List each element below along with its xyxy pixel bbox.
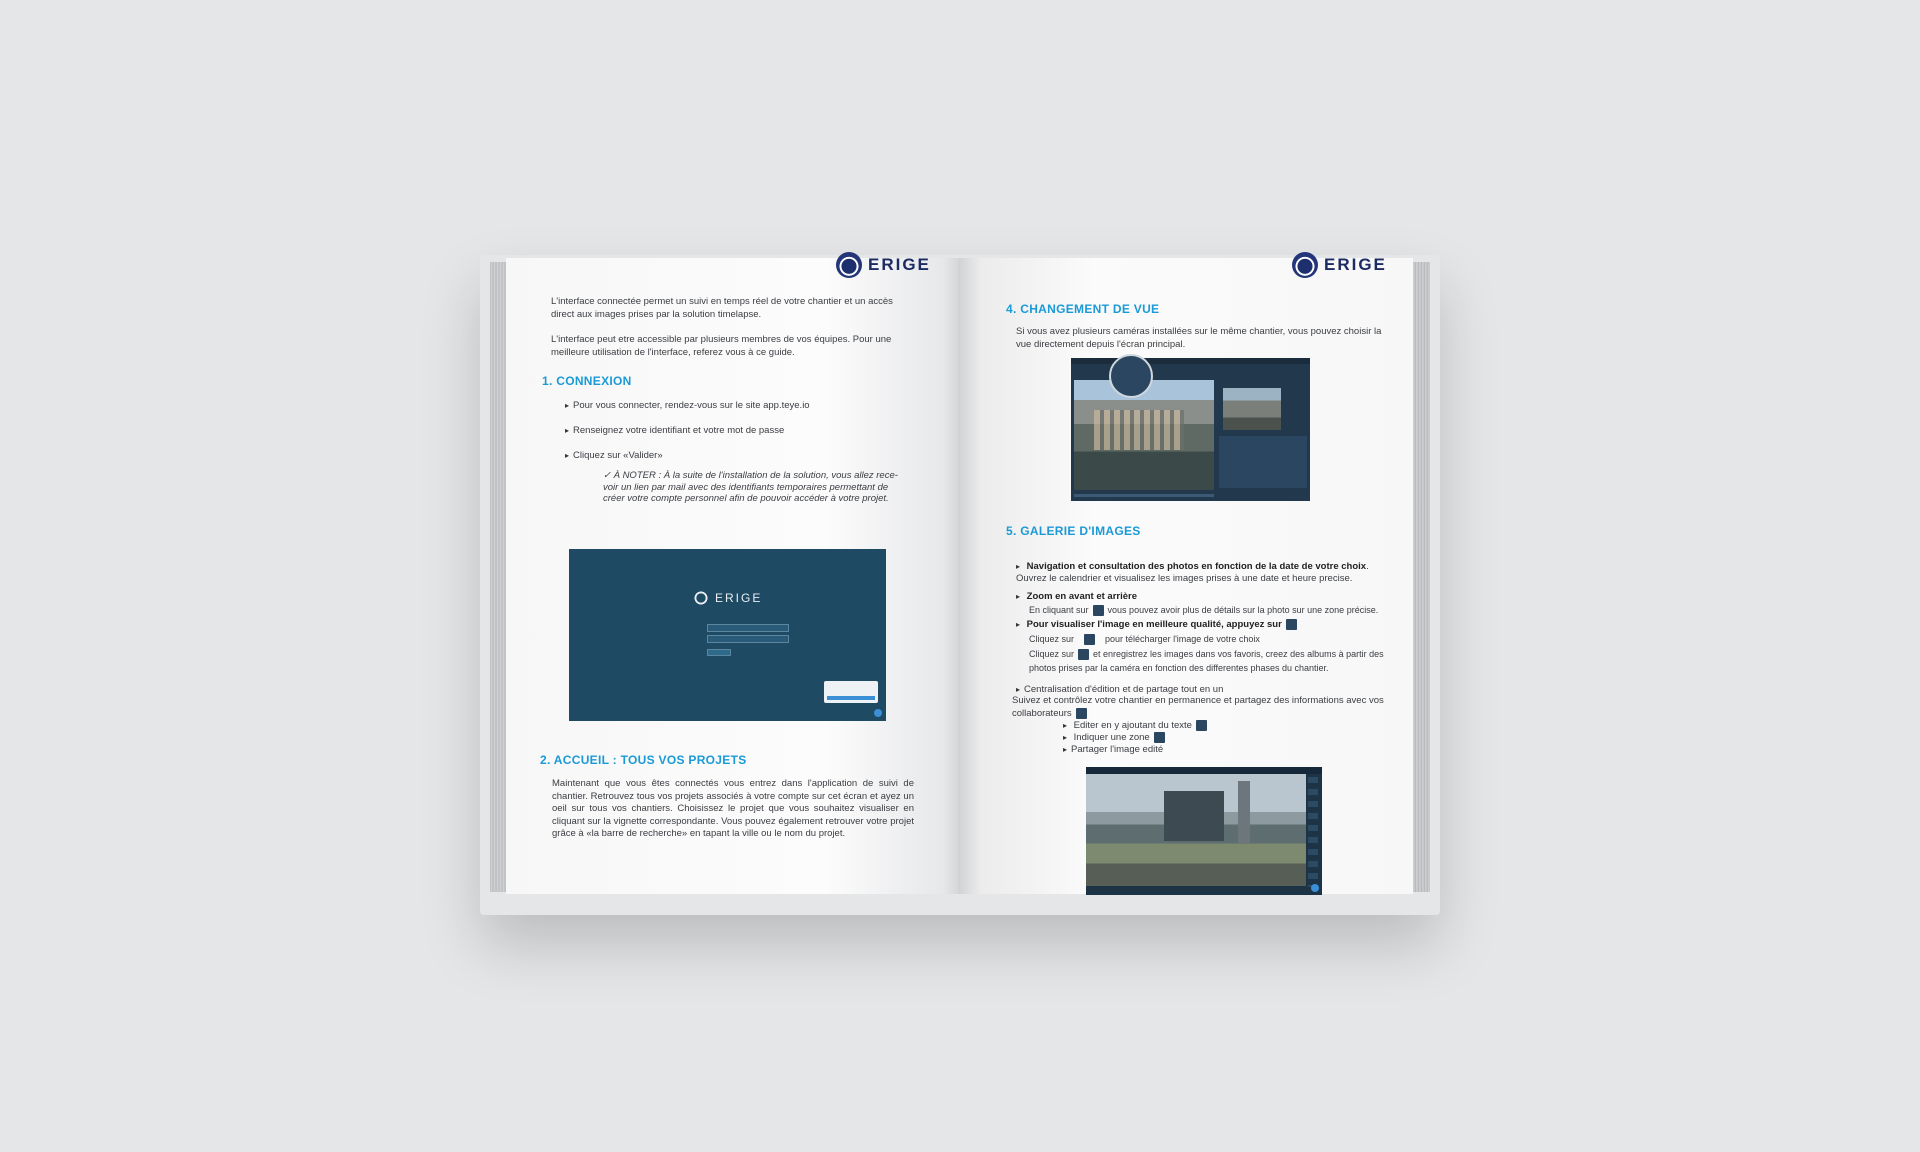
- edit-share-text: Suivez et contrôlez votre chantier en permanence et partagez des informations avec vos collaborateurs: [1012, 695, 1384, 719]
- info-panel: [1219, 436, 1307, 488]
- intro-paragraph-2: L'interface peut etre accessible par plusieurs membres de vos équipes. Pour une meilleure utilisation de l'interface, referez vous à ce guide.: [551, 334, 892, 358]
- brand-name: ERIGE: [868, 255, 931, 274]
- section-title-accueil: 2. ACCUEIL : TOUS VOS PROJETS: [540, 753, 747, 767]
- login-popup-card: [824, 681, 878, 703]
- gallery-screenshot: [1086, 767, 1322, 895]
- brand-logo-left: [836, 252, 931, 278]
- camera-view-secondary: [1223, 388, 1281, 430]
- toolbar-rail: [1308, 777, 1318, 887]
- timeline-bar: [1074, 494, 1214, 497]
- intro-paragraph-1: L'interface connectée permet un suivi en temps réel de votre chantier et un accès direct aux images prises par la solution timelapse.: [551, 296, 893, 320]
- gallery-bullet-quality: ▸ Pour visualiser l'image en meilleure qualité, appuyez sur: [1016, 619, 1301, 631]
- erige-logo-icon: [692, 589, 710, 607]
- page-stack-right: [1412, 262, 1430, 892]
- building-shape: [1164, 791, 1224, 841]
- accueil-paragraph: Maintenant que vous êtes connectés vous entrez dans l'application de suivi de chantier. Retrouvez tous vos projets associés à votre compte sur cet écran et ayez un oeil sur tous vos chantiers. Choisissez le projet que vous souhaitez visualiser en cliquant sur la vignette correspondante. Vous pouvez également retrouver votre projet grâce à «la barre de recherche» en tapant la ville ou le nom du projet.: [552, 778, 914, 839]
- gallery-bullet-edit: ▸ Centralisation d'édition et de partage tout en un: [1016, 684, 1223, 696]
- login-screenshot: [569, 549, 886, 721]
- camera-selector-zoom: [1109, 354, 1153, 398]
- changement-vue-text: Si vous avez plusieurs caméras installées sur le même chantier, vous pouvez choisir la vue directement depuis l'écran principal.: [1016, 326, 1382, 350]
- fullscreen-icon: [1286, 619, 1297, 630]
- erige-logo-icon: [1292, 252, 1318, 278]
- download-icon: [1084, 634, 1095, 645]
- brand-logo-right: [1292, 252, 1387, 278]
- text-tool-icon: [1196, 720, 1207, 731]
- download-line: Cliquez sur pour télécharger l'image de votre choix: [1029, 634, 1260, 644]
- sub-bullet-edit-text: ▸ Editer en y ajoutant du texte: [1063, 720, 1211, 732]
- note-text: ✓ À NOTER : À la suite de l'installation de la solution, vous allez rece- voir un lien par mail avec des identifiants temporaires permettant de créer votre compte personnel afin de pouvoir accéder à votre projet.: [603, 470, 898, 504]
- section-title-changement-vue: 4. CHANGEMENT DE VUE: [1006, 302, 1160, 316]
- login-username-field: [707, 624, 789, 632]
- section-title-connexion: 1. CONNEXION: [542, 374, 632, 388]
- camera-view-main: [1074, 380, 1214, 490]
- erige-logo-icon: [836, 252, 862, 278]
- gallery-bullet-zoom: ▸ Zoom en avant et arrière: [1016, 591, 1137, 603]
- sub-bullet-zone: ▸ Indiquer une zone: [1063, 732, 1169, 744]
- bullet-connect-site: ▸ Pour vous connecter, rendez-vous sur le site app.teye.io: [565, 400, 810, 412]
- zoom-detail-text: En cliquant sur vous pouvez avoir plus de détails sur la photo sur une zone précise.: [1029, 605, 1379, 615]
- help-chat-icon: [1311, 884, 1319, 892]
- share-icon: [1076, 708, 1087, 719]
- login-logo-text: ERIGE: [715, 591, 763, 605]
- multi-camera-screenshot: [1071, 358, 1310, 501]
- zoom-icon: [1093, 605, 1104, 616]
- zone-tool-icon: [1154, 732, 1165, 743]
- tower-shape: [1238, 781, 1250, 843]
- heart-icon: [1078, 649, 1089, 660]
- gallery-bullet-navigation: ▸ Navigation et consultation des photos en fonction de la date de votre choix. Ouvrez le calendrier et visualisez les images prises à une date et heure precise.: [1016, 561, 1396, 585]
- favorites-line: Cliquez sur et enregistrez les images dans vos favoris, creez des albums à partir des photos prises par la caméra en fonction des differentes phases du chantier.: [1029, 649, 1384, 673]
- brand-name-right: ERIGE: [1324, 255, 1387, 274]
- section-title-galerie: 5. GALERIE D'IMAGES: [1006, 524, 1141, 538]
- bullet-validate: ▸ Cliquez sur «Valider»: [565, 450, 663, 462]
- help-chat-icon: [874, 709, 882, 717]
- sub-bullet-share: ▸ Partager l'image edité: [1063, 744, 1163, 756]
- login-validate-button: [707, 649, 731, 656]
- login-password-field: [707, 635, 789, 643]
- bullet-credentials: ▸ Renseignez votre identifiant et votre mot de passe: [565, 425, 784, 437]
